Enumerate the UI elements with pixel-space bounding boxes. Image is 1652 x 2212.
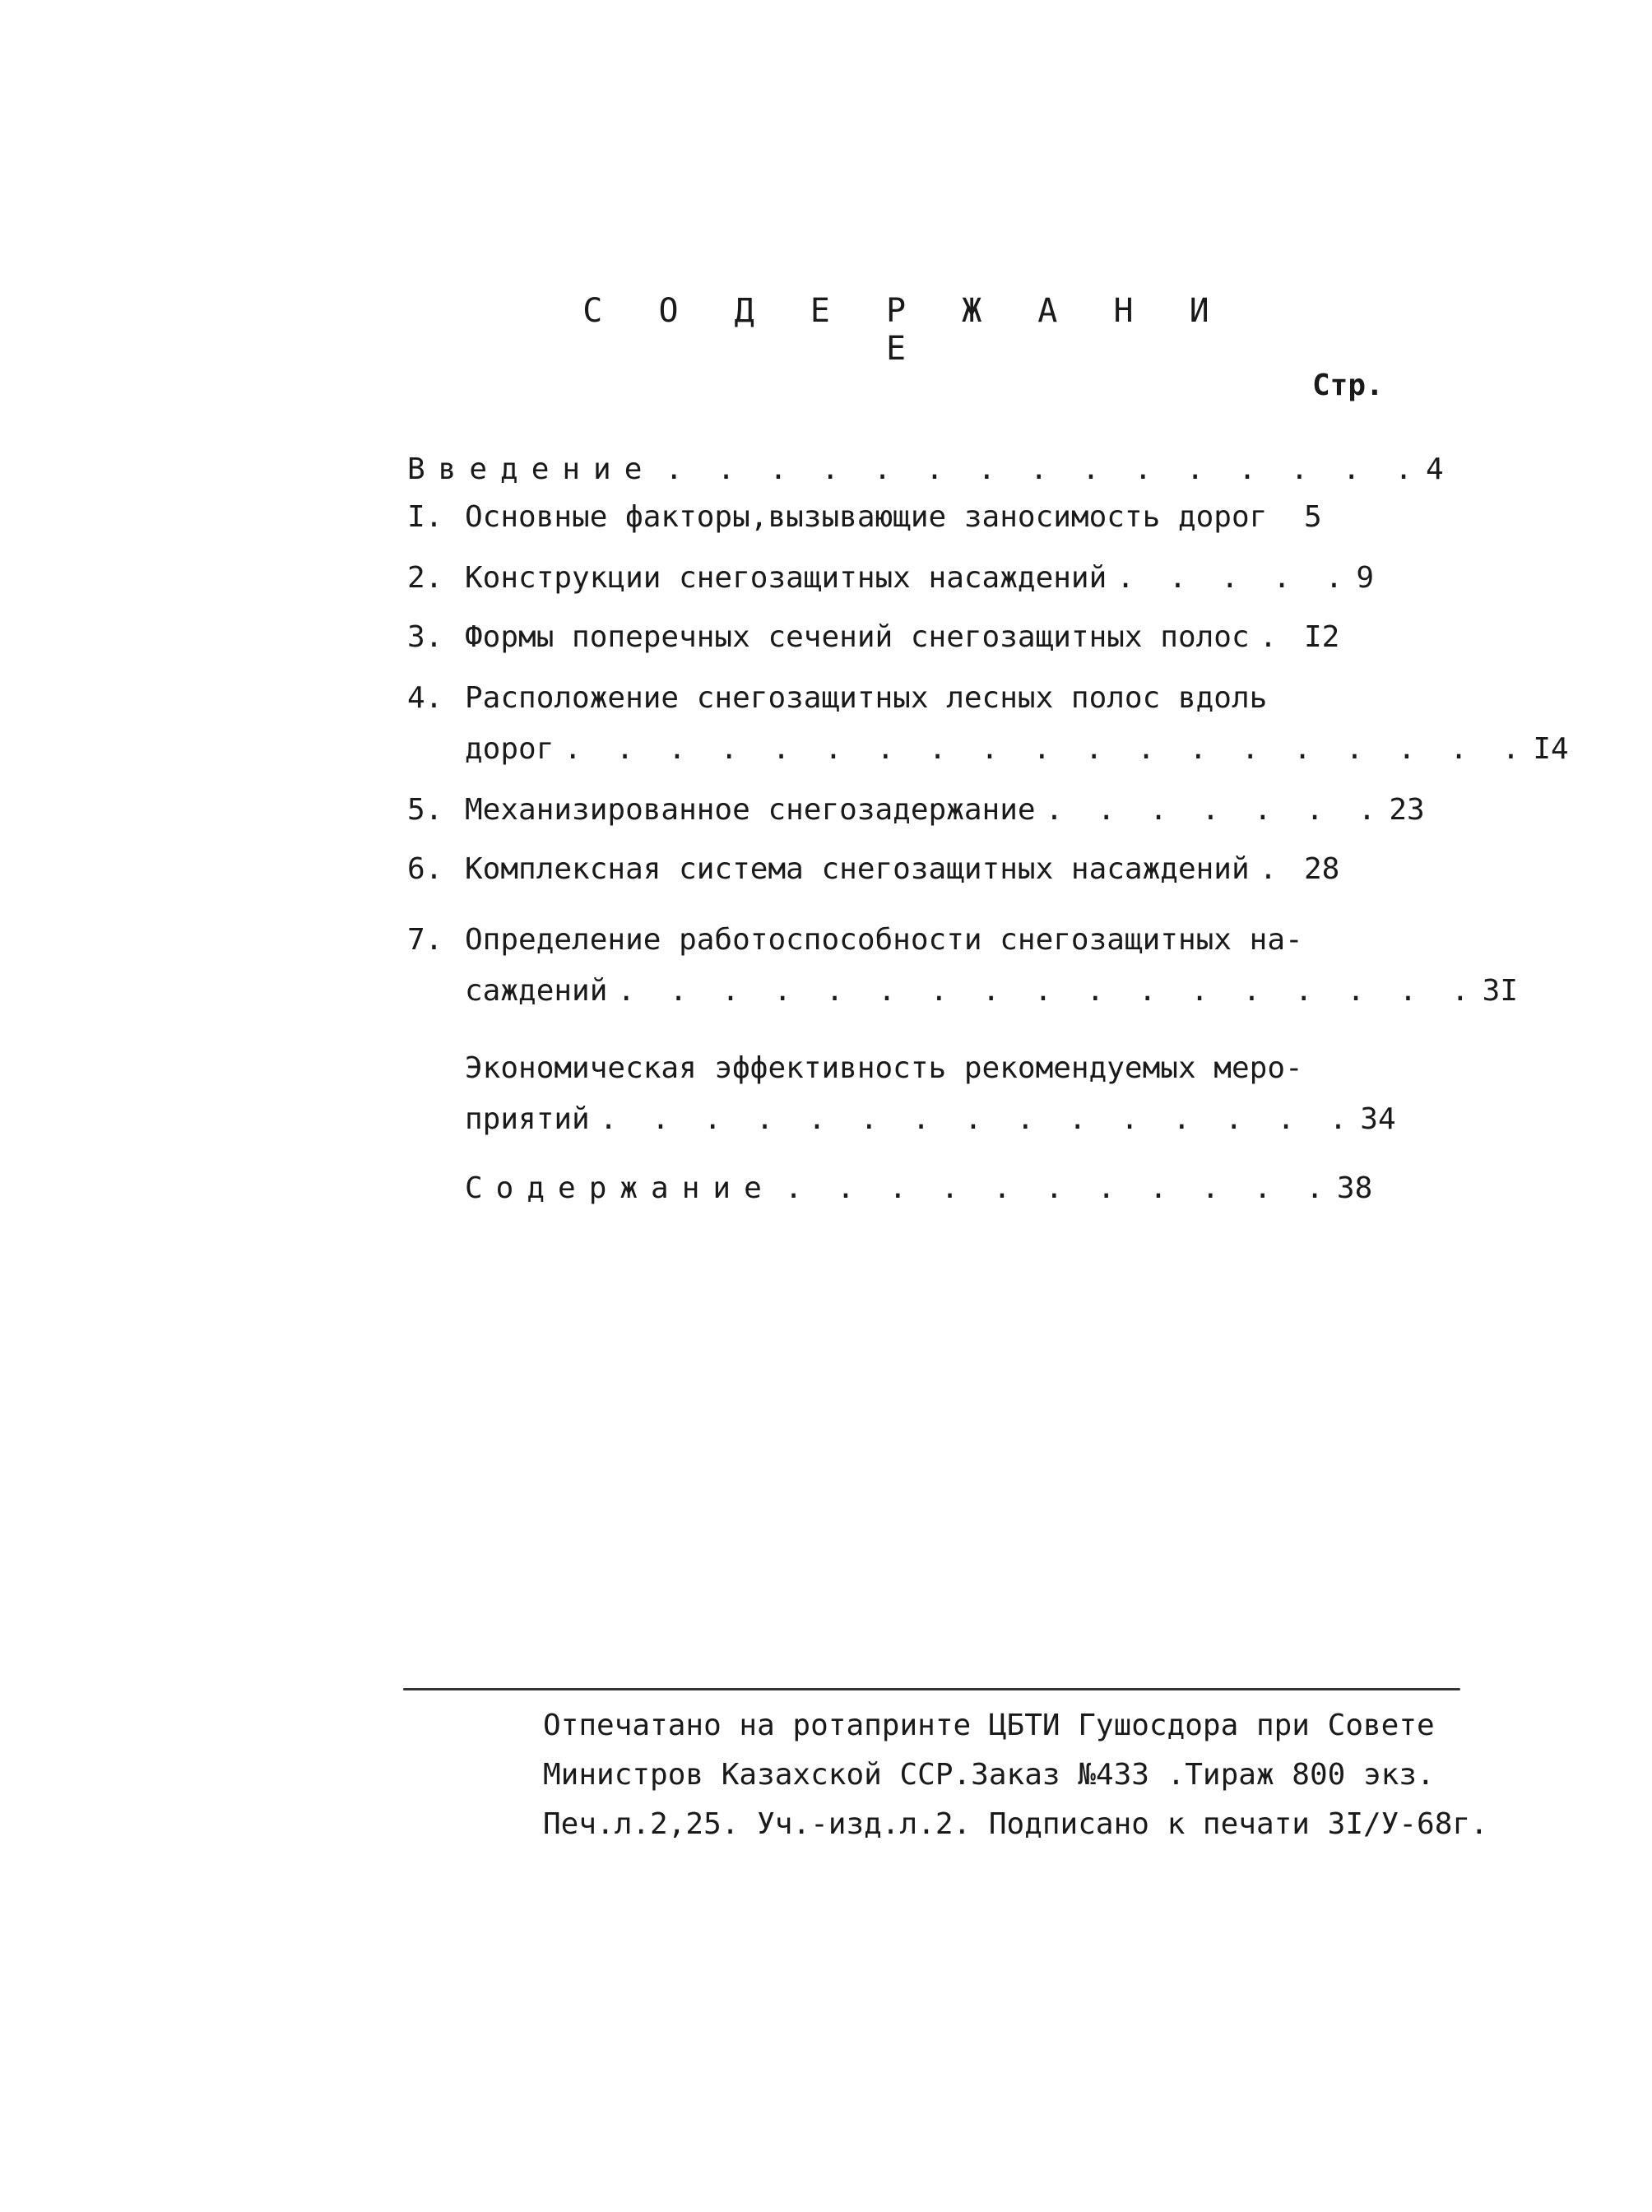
page-column-label: Стр. bbox=[1312, 369, 1384, 402]
toc-entry-page: 23 bbox=[1389, 793, 1425, 827]
toc-entry-page: 28 bbox=[1304, 852, 1340, 886]
toc-entry-number: 3. bbox=[407, 620, 443, 654]
page-title: С О Д Е Р Ж А Н И Е bbox=[582, 292, 1227, 368]
toc-entry-title-continuation: приятий bbox=[465, 1102, 590, 1136]
toc-leader-dots: . . . . . . . . . . . . . . . . . bbox=[617, 974, 1478, 1008]
toc-entry-page: 38 bbox=[1336, 1171, 1373, 1205]
toc-entry-page: I2 bbox=[1304, 620, 1340, 654]
toc-entry-4 bbox=[407, 673, 1569, 775]
toc-entry-number: 4. bbox=[407, 681, 443, 715]
toc-entry-title: Экономическая эффективность рекомендуемых меро- bbox=[465, 1051, 1303, 1085]
toc-entry-7 bbox=[407, 915, 1518, 1017]
toc-entry-page: 9 bbox=[1356, 561, 1375, 595]
printing-imprint bbox=[543, 1701, 1629, 1849]
toc-entry-title: Содержание bbox=[465, 1171, 775, 1205]
toc-entry-title: Комплексная система снегозащитных насаждений bbox=[465, 852, 1250, 886]
imprint-line-2: Министров Казахской ССР.Заказ №433 .Тираж 800 экз. bbox=[543, 1758, 1435, 1792]
toc-leader-dots: . . . . . . . . . . . . . . . bbox=[665, 452, 1421, 486]
imprint-line-1: Отпечатано на ротапринте ЦБТИ Гушосдора при Совете bbox=[543, 1709, 1435, 1742]
toc-leader-dots: . . . . . bbox=[1116, 561, 1352, 595]
toc-entry-title: Введение bbox=[407, 452, 656, 486]
toc-entry-page: 4 bbox=[1425, 452, 1444, 486]
toc-entry-6 bbox=[407, 844, 1378, 895]
toc-entry-title: Механизированное снегозадержание bbox=[465, 793, 1036, 827]
toc-entry-economics bbox=[407, 1043, 1396, 1145]
toc-entry-number: 2. bbox=[407, 561, 443, 595]
toc-leader-dots: . . . . . . . . . . . bbox=[784, 1171, 1332, 1205]
toc-entry-introduction bbox=[407, 444, 1444, 495]
toc-entry-title-continuation: дорог bbox=[465, 732, 555, 766]
toc-entry-number: 7. bbox=[407, 923, 443, 957]
toc-leader-dots: . bbox=[1259, 852, 1286, 886]
table-of-contents bbox=[407, 444, 1569, 1214]
toc-entry-title: Формы поперечных сечений снегозащитных полос bbox=[465, 620, 1250, 654]
toc-entry-title: Конструкции снегозащитных насаждений bbox=[465, 561, 1107, 595]
toc-entry-page: 3I bbox=[1482, 974, 1518, 1008]
toc-leader-dots: . . . . . . . . . . . . . . . bbox=[599, 1102, 1356, 1136]
toc-entry-2 bbox=[407, 553, 1378, 604]
toc-entry-number: 6. bbox=[407, 852, 443, 886]
toc-entry-5 bbox=[407, 785, 1425, 836]
toc-leader-dots: . . . . . . . . . . . . . . . . . . . bbox=[564, 732, 1529, 766]
toc-entry-title-continuation: саждений bbox=[465, 974, 608, 1008]
imprint-divider bbox=[403, 1688, 1460, 1690]
toc-entry-title: Расположение снегозащитных лесных полос вдоль bbox=[465, 681, 1268, 715]
toc-entry-title: Определение работоспособности снегозащитных на- bbox=[465, 923, 1303, 957]
toc-entry-3 bbox=[407, 612, 1378, 663]
toc-entry-1 bbox=[407, 492, 1378, 543]
toc-entry-page: 5 bbox=[1304, 500, 1322, 534]
toc-leader-dots: . . . . . . . bbox=[1045, 793, 1385, 827]
toc-entry-number: 5. bbox=[407, 793, 443, 827]
toc-entry-number: I. bbox=[407, 500, 443, 534]
imprint-line-3: Печ.л.2,25. Уч.-изд.л.2. Подписано к печати 3I/У-68г. bbox=[543, 1807, 1488, 1841]
toc-entry-contents bbox=[407, 1163, 1378, 1214]
toc-entry-title: Основные факторы,вызывающие заносимость дорог bbox=[465, 500, 1268, 534]
toc-leader-dots: . bbox=[1259, 620, 1286, 654]
toc-entry-page: 34 bbox=[1360, 1102, 1396, 1136]
toc-entry-page: I4 bbox=[1533, 732, 1569, 766]
